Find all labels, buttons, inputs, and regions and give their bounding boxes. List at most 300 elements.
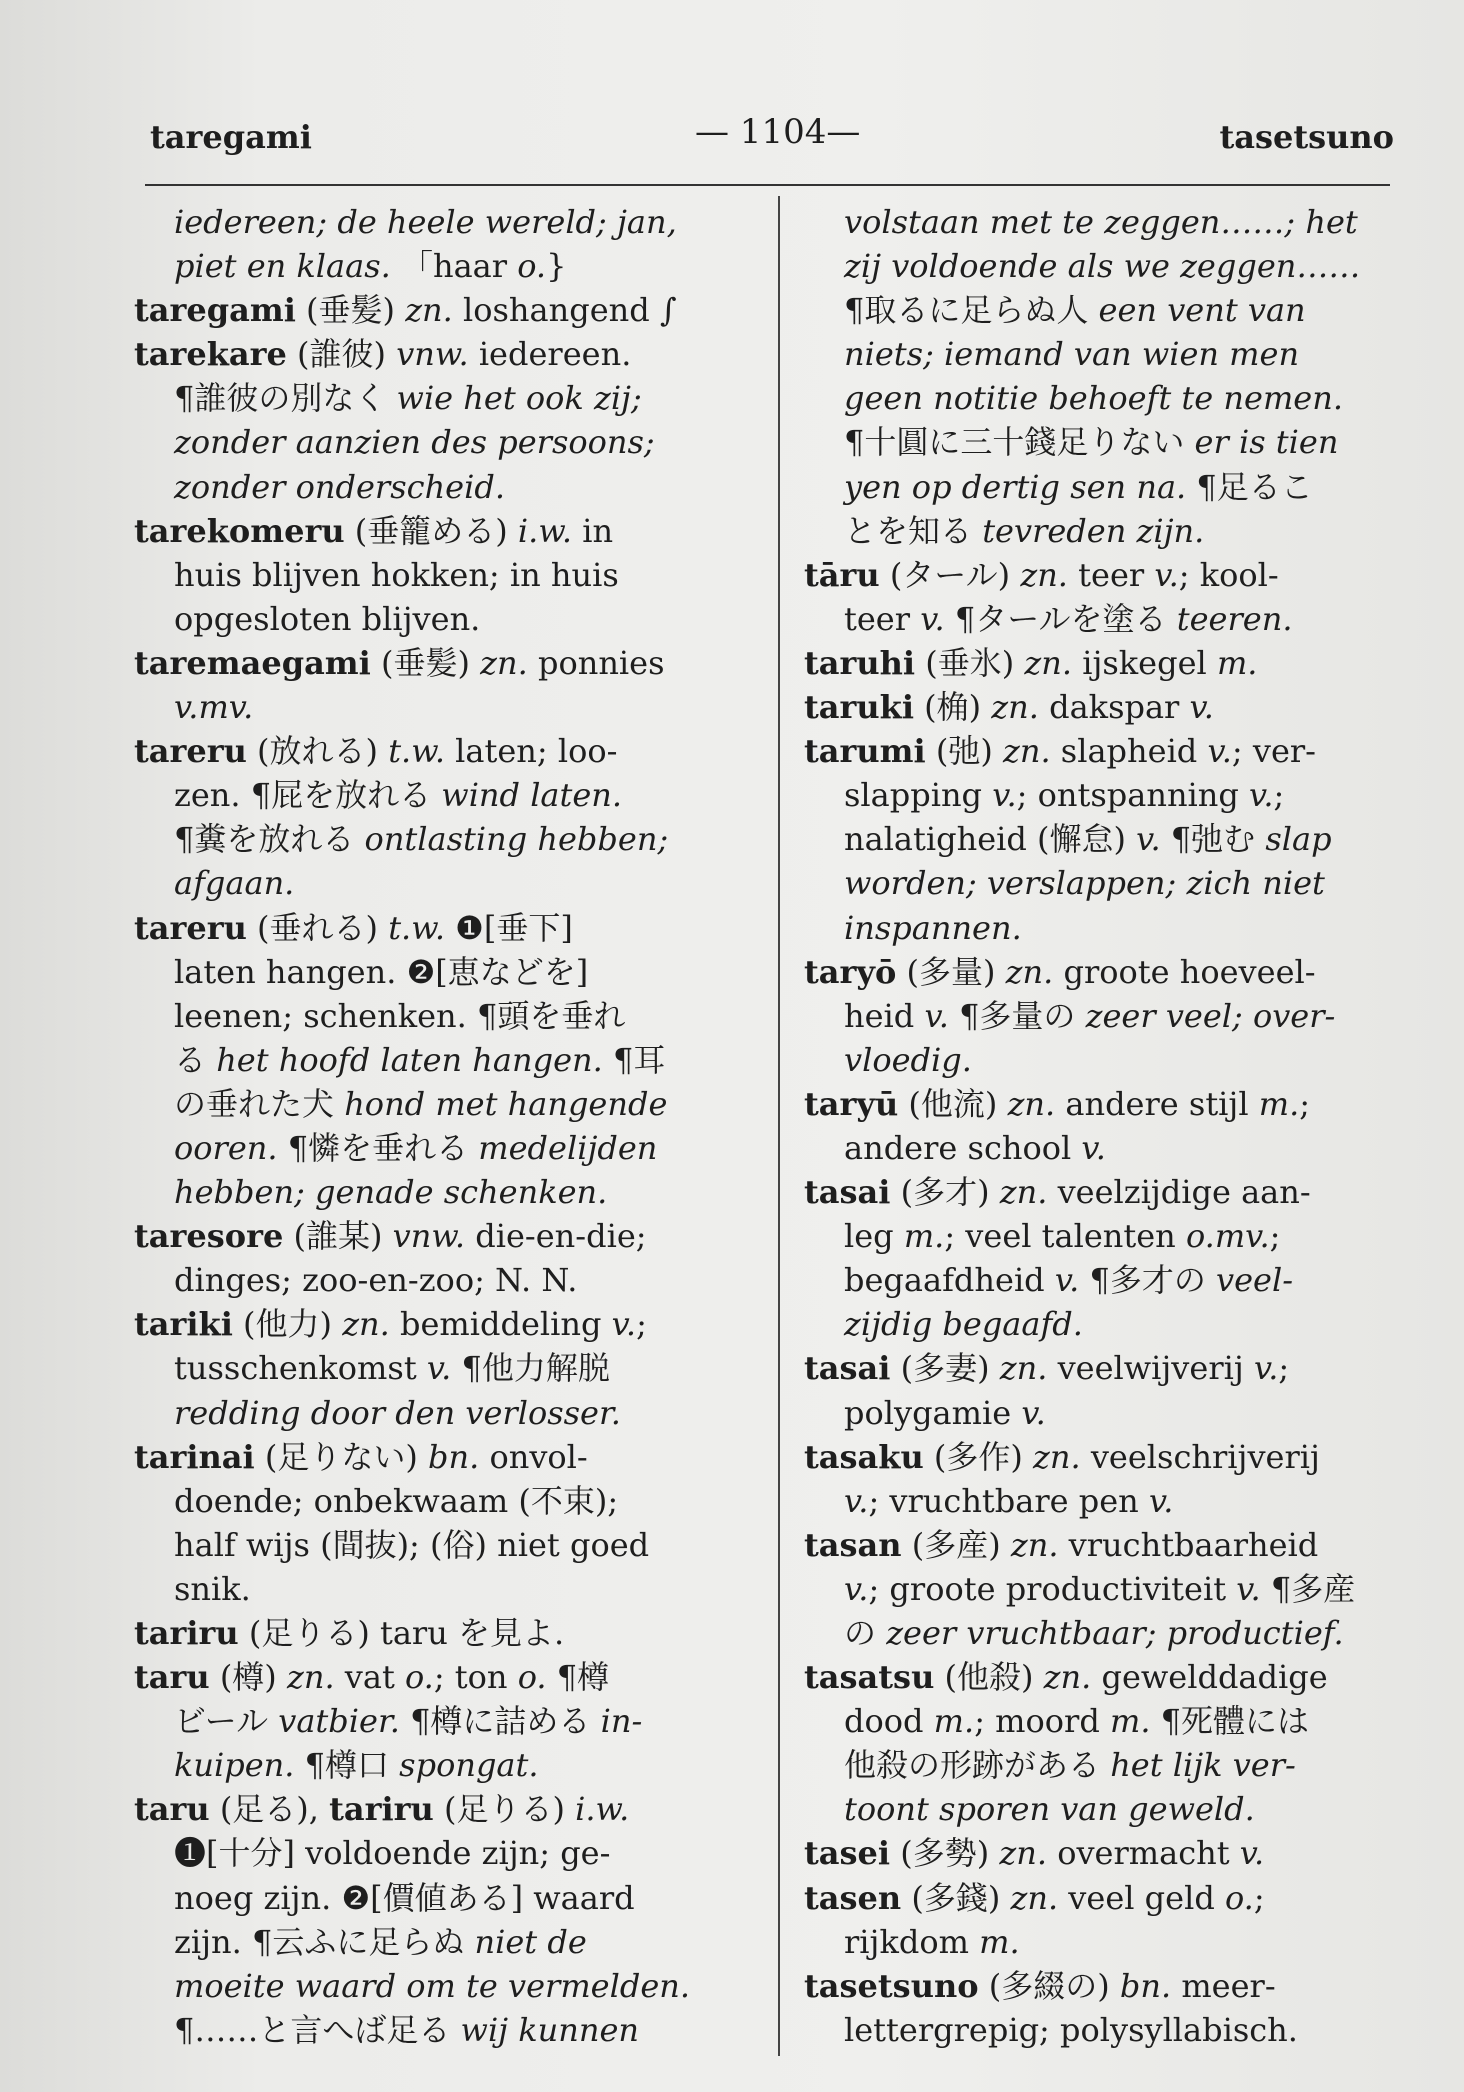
entry-continuation-line (804, 376, 1409, 420)
entry-headword-line (134, 288, 750, 332)
entry-text: ; groote productiviteit (868, 1569, 1237, 1608)
headword: tasetsuno (804, 1966, 979, 2005)
entry-text: る (174, 1040, 217, 1079)
entry-continuation-line (134, 200, 750, 244)
page-header (150, 112, 1394, 172)
entry-headword-line (804, 1435, 1409, 1479)
translation-text: m. (933, 1702, 975, 1741)
entry-text: ; (1273, 776, 1285, 815)
entry-text: ; kool- (1178, 555, 1279, 594)
entry-continuation-line (134, 1126, 750, 1170)
translation-text: afgaan. (174, 864, 295, 903)
translation-text: v. (1021, 1393, 1046, 1432)
entry-text: ; vruchtbare pen (868, 1481, 1149, 1520)
entry-text: (多量) (896, 952, 1006, 991)
entry-text: ¶死體には (1150, 1702, 1310, 1741)
entry-text: veel geld (1058, 1878, 1225, 1917)
entry-continuation-line (804, 994, 1409, 1038)
entry-text: huis blijven hokken; in huis (174, 555, 619, 594)
entry-continuation-line (804, 1787, 1409, 1831)
entry-text: (弛) (925, 732, 1003, 771)
entry-continuation-line (804, 1302, 1409, 1346)
entry-text: (他殺) (934, 1658, 1044, 1697)
headword: tareru (134, 732, 247, 771)
entry-headword-line (804, 1170, 1409, 1214)
entry-text: ❶[十分] voldoende zijn; ge- (174, 1834, 611, 1873)
entry-continuation-line (804, 817, 1409, 861)
translation-text: v. (1081, 1128, 1106, 1167)
entry-continuation-line (134, 597, 750, 641)
entry-text: ❶[垂下] (444, 908, 573, 947)
entry-continuation-line (804, 1214, 1409, 1258)
headword: taruki (804, 688, 914, 727)
translation-text: zn. (1024, 643, 1073, 682)
translation-text: o. (1224, 1878, 1254, 1917)
entry-continuation-line (804, 861, 1409, 905)
entry-text: ¶弛む (1160, 820, 1266, 859)
translation-text: v. (611, 1305, 637, 1344)
entry-headword-line (804, 1523, 1409, 1567)
entry-text: ¶耳 (602, 1040, 666, 1079)
headword: taru (134, 1658, 210, 1697)
translation-text: v. (924, 996, 949, 1035)
entry-headword-line (134, 1611, 750, 1655)
translation-text: wij kunnen (460, 2010, 640, 2049)
entry-text: leenen; schenken. ¶頭を垂れ (174, 996, 626, 1035)
entry-text: teer (844, 599, 921, 638)
translation-text: t.w. (388, 908, 445, 947)
entry-headword-line (804, 1655, 1409, 1699)
entry-continuation-line (804, 1611, 1409, 1655)
entry-text: (多綴の) (978, 1966, 1120, 2005)
entry-text: laten; loo- (444, 732, 618, 771)
translation-text: spongat. (399, 1746, 539, 1785)
entry-text: (垂氷) (915, 643, 1025, 682)
entry-headword-line (804, 1876, 1409, 1920)
translation-text: v. (1207, 732, 1232, 771)
entry-text: (他流) (898, 1084, 1008, 1123)
translation-text: redding door den verlosser. (174, 1393, 621, 1432)
entry-headword-line (804, 641, 1409, 685)
headword: tarumi (804, 732, 926, 771)
entry-continuation-line (804, 1743, 1409, 1787)
entry-text: tusschenkomst (174, 1349, 427, 1388)
entry-text: ; (1253, 1878, 1265, 1917)
translation-text: toont sporen van geweld. (844, 1790, 1255, 1829)
entry-text: (足りる) (433, 1790, 576, 1829)
translation-text: niet de (474, 1922, 587, 1961)
entry-continuation-line (134, 465, 750, 509)
translation-text: o. (517, 247, 547, 286)
translation-text: zonder aanzien des persoons; (174, 423, 655, 462)
entry-text: laten hangen. ❷[恵などを] (174, 952, 589, 991)
translation-text: v. (1236, 1569, 1261, 1608)
headword: tasen (804, 1878, 902, 1917)
translation-text: v.mv. (174, 688, 254, 727)
entry-text: (垂れる) (246, 908, 389, 947)
translation-text: o.mv. (1185, 1217, 1270, 1256)
headword: taryō (804, 952, 897, 991)
entry-headword-line (804, 1831, 1409, 1875)
entry-headword-line (134, 729, 750, 773)
entry-text: ; moord (974, 1702, 1110, 1741)
entry-text: (垂髪) (370, 643, 481, 682)
entry-text: (多勢) (890, 1834, 1000, 1873)
entry-headword-line (134, 509, 750, 553)
entry-continuation-line (804, 1920, 1409, 1964)
entry-continuation-line (804, 2008, 1409, 2052)
headword: tasai (804, 1173, 891, 1212)
translation-text: wie het ook zij; (396, 379, 642, 418)
translation-text: v. (1253, 1349, 1279, 1388)
entry-text: leg (844, 1217, 904, 1256)
translation-text: zn. (1020, 555, 1068, 594)
headword: tarekomeru (134, 511, 345, 550)
entry-continuation-line (134, 1523, 750, 1567)
translation-text: v. (844, 1569, 869, 1608)
entry-headword-line (134, 1302, 750, 1346)
entry-continuation-line (134, 1964, 750, 2008)
headword: tareru (134, 908, 247, 947)
translation-text: een vent van (1098, 291, 1306, 330)
entry-continuation-line (804, 1479, 1409, 1523)
entry-text: in (572, 511, 614, 550)
translation-text: zn. (999, 1834, 1048, 1873)
translation-text: inspannen. (844, 908, 1022, 947)
entry-text: slapping (844, 776, 993, 815)
entry-continuation-line (134, 244, 750, 288)
entry-text: ¶タールを塗る (944, 599, 1177, 638)
translation-text: niets; iemand van wien men (844, 335, 1300, 374)
translation-text: veel- (1216, 1261, 1293, 1300)
entry-continuation-line (804, 906, 1409, 950)
headword: tāru (804, 555, 880, 594)
entry-text: half wijs (間抜); (俗) niet goed (174, 1525, 650, 1564)
translation-text: m. (1258, 1084, 1300, 1123)
column-divider (778, 196, 780, 2056)
entry-continuation-line (804, 1567, 1409, 1611)
entry-text: 他殺の形跡がある (844, 1746, 1111, 1785)
entry-continuation-line (804, 420, 1409, 464)
headword: tariki (134, 1305, 233, 1344)
entry-text: dakspar (1038, 688, 1190, 727)
entry-text: ¶憐を垂れる (277, 1128, 479, 1167)
entry-continuation-line (134, 1567, 750, 1611)
entry-text: andere stijl (1055, 1084, 1259, 1123)
entry-headword-line (134, 906, 750, 950)
entry-text: noeg zijn. ❷[價値ある] waard (174, 1878, 635, 1917)
entry-text: ; ton (433, 1658, 518, 1697)
entry-continuation-line (134, 1082, 750, 1126)
entry-text: rijkdom (844, 1922, 980, 1961)
translation-text: vatbier. (278, 1702, 400, 1741)
translation-text: zn. (1033, 1437, 1081, 1476)
entry-headword-line (804, 1082, 1409, 1126)
translation-text: kuipen. (174, 1746, 295, 1785)
translation-text: zn. (286, 1658, 335, 1697)
translation-text: zn. (991, 688, 1039, 727)
entry-text: ; ver- (1231, 732, 1316, 771)
entry-headword-line (804, 950, 1409, 994)
translation-text: vnw. (392, 1217, 466, 1256)
entry-continuation-line (134, 994, 750, 1038)
translation-text: wind laten. (441, 776, 623, 815)
entry-text: (多作) (923, 1437, 1034, 1476)
headword: tariru (134, 1614, 239, 1652)
translation-text: zn. (342, 1305, 390, 1344)
entry-text: die-en-die; (465, 1217, 647, 1256)
entry-continuation-line (134, 1391, 750, 1435)
entry-text: doende; onbekwaam (不束); (174, 1481, 619, 1520)
entry-continuation-line (134, 1479, 750, 1523)
translation-text: zn. (1007, 1084, 1056, 1123)
translation-text: o. (517, 1658, 547, 1697)
translation-text: het hoofd laten hangen. (216, 1040, 603, 1079)
translation-text: zij voldoende als we zeggen…… (844, 247, 1361, 286)
entry-text: veelwijverij (1047, 1349, 1254, 1388)
translation-text: v. (992, 776, 1017, 815)
entry-text: ijskegel (1072, 643, 1217, 682)
headword: taru (134, 1790, 210, 1829)
translation-text: zonder onderscheid. (174, 467, 505, 506)
entry-text: ponnies (527, 643, 665, 682)
entry-headword-line (804, 553, 1409, 597)
translation-text: v. (1154, 555, 1179, 594)
entry-text: meer- (1171, 1966, 1276, 2005)
translation-text: v. (1239, 1834, 1265, 1873)
entry-continuation-line (804, 244, 1409, 288)
entry-text: slapheid (1050, 732, 1208, 771)
entry-text: ¶……と言へば足る (174, 2010, 461, 2049)
entry-headword-line (804, 685, 1409, 729)
translation-text: m. (1109, 1702, 1151, 1741)
entry-text: (多妻) (890, 1349, 1000, 1388)
entry-continuation-line (134, 420, 750, 464)
entry-text: veelzijdige aan- (1047, 1173, 1311, 1212)
headword: tasei (804, 1834, 891, 1873)
entry-text: (多産) (901, 1525, 1011, 1564)
entry-text: ¶足るこ (1186, 467, 1313, 506)
headword: taruhi (804, 643, 916, 682)
entry-text: (放れる) (246, 732, 389, 771)
entry-headword-line (134, 1435, 750, 1479)
entry-continuation-line (804, 1126, 1409, 1170)
translation-text: ooren. (174, 1128, 278, 1167)
entry-continuation-line (134, 817, 750, 861)
entry-text: ; (636, 1305, 647, 1344)
translation-text: bn. (1119, 1966, 1172, 2005)
translation-text: v. (1054, 1261, 1080, 1300)
entry-text: ; veel talenten (944, 1217, 1186, 1256)
entry-continuation-line (134, 773, 750, 817)
entry-continuation-line (804, 773, 1409, 817)
entry-continuation-line (134, 861, 750, 905)
entry-text: ¶樽 (546, 1658, 610, 1697)
translation-text: m. (903, 1217, 945, 1256)
translation-text: zn. (999, 1173, 1048, 1212)
entry-text: zen. ¶屁を放れる (174, 776, 442, 815)
translation-text: zn. (405, 291, 453, 330)
entry-text: lettergrepig; polysyllabisch. (844, 2010, 1298, 2049)
entry-continuation-line (134, 1346, 750, 1390)
translation-text: zn. (1005, 952, 1054, 991)
entry-continuation-line (804, 597, 1409, 641)
translation-text: vnw. (396, 335, 469, 374)
headword: tasai (804, 1349, 891, 1388)
entry-text: (足りない) (254, 1437, 429, 1476)
entry-text: ¶多才の (1079, 1261, 1216, 1300)
entry-text: (桷) (913, 688, 992, 727)
headword: tarinai (134, 1437, 255, 1476)
headword: tarekare (134, 335, 287, 374)
translation-text: hebben; genade schenken. (174, 1173, 608, 1212)
translation-text: tevreden zijn. (982, 511, 1205, 550)
entry-continuation-line (134, 1831, 750, 1875)
entry-text: iedereen. (468, 335, 632, 374)
entry-text: とを知る (844, 511, 983, 550)
headword: taremaegami (134, 643, 371, 682)
entry-headword-line (804, 1346, 1409, 1390)
entry-continuation-line (804, 200, 1409, 244)
entry-text: ¶取るに足らぬ人 (844, 291, 1099, 330)
entry-headword-line (134, 1655, 750, 1699)
entry-text: gewelddadige (1091, 1658, 1328, 1697)
translation-text: teeren. (1176, 599, 1293, 638)
entry-continuation-line (134, 2008, 750, 2052)
entry-text: bemiddeling (389, 1305, 612, 1344)
entry-text: begaafdheid (844, 1261, 1055, 1300)
translation-text: in- (600, 1702, 643, 1741)
entry-continuation-line (804, 1699, 1409, 1743)
entry-headword-line (134, 332, 750, 376)
entry-continuation-line (804, 332, 1409, 376)
translation-text: m. (979, 1922, 1020, 1961)
translation-text: v. (1136, 820, 1161, 859)
header-first-entry: taregami (150, 118, 312, 156)
headword: tasatsu (804, 1658, 935, 1697)
translation-text: vloedig. (844, 1040, 972, 1079)
entry-continuation-line (134, 1920, 750, 1964)
entry-text: ¶誰彼の別なく (174, 379, 397, 418)
entry-text: onvol- (479, 1437, 588, 1476)
right-column (804, 200, 1409, 2052)
entry-continuation-line (134, 950, 750, 994)
translation-text: v. (844, 1481, 869, 1520)
entry-headword-line (134, 641, 750, 685)
entry-text: の垂れた犬 (174, 1084, 345, 1123)
entry-text: ; ontspanning (1016, 776, 1250, 815)
entry-text: } (546, 247, 567, 286)
entry-text: (誰彼) (286, 335, 397, 374)
translation-text: zn. (1010, 1878, 1059, 1917)
entry-text: teer (1067, 555, 1155, 594)
entry-text: zijn. ¶云ふに足らぬ (174, 1922, 475, 1961)
entry-text: ; (1269, 1217, 1281, 1256)
entry-text: vat (334, 1658, 405, 1697)
entry-text: ¶十圓に三十錢足りない (844, 423, 1195, 462)
headword: tasan (804, 1525, 902, 1564)
entry-continuation-line (134, 1876, 750, 1920)
entry-headword-line (804, 1964, 1409, 2008)
translation-text: v. (1148, 1481, 1174, 1520)
translation-text: i.w. (517, 511, 573, 550)
translation-text: m. (1216, 643, 1258, 682)
entry-text: loshangend ∫ (452, 291, 677, 330)
translation-text: zeer vruchtbaar; productief. (886, 1614, 1344, 1652)
translation-text: piet en klaas. (174, 247, 391, 286)
entry-continuation-line (804, 509, 1409, 553)
translation-text: yen op dertig sen na. (844, 467, 1187, 506)
entry-text: overmacht (1047, 1834, 1240, 1873)
entry-text: (多錢) (901, 1878, 1011, 1917)
translation-text: v. (920, 599, 945, 638)
translation-text: slap (1265, 820, 1332, 859)
entry-continuation-line (134, 553, 750, 597)
entry-text: polygamie (844, 1393, 1022, 1432)
entry-continuation-line (804, 1391, 1409, 1435)
translation-text: geen notitie behoeft te nemen. (844, 379, 1343, 418)
header-rule (145, 184, 1390, 186)
headword: taresore (134, 1217, 284, 1256)
translation-text: zn. (999, 1349, 1048, 1388)
translation-text: bn. (428, 1437, 480, 1476)
entry-text: 「haar (390, 247, 518, 286)
entry-continuation-line (134, 685, 750, 729)
entry-text: nalatigheid (懈怠) (844, 820, 1137, 859)
entry-text: andere school (844, 1128, 1082, 1167)
translation-text: worden; verslappen; zich niet (844, 864, 1325, 903)
translation-text: zn. (1043, 1658, 1092, 1697)
entry-continuation-line (134, 1038, 750, 1082)
translation-text: i.w. (575, 1790, 630, 1829)
translation-text: v. (1249, 776, 1274, 815)
entry-text: の (844, 1614, 887, 1652)
entry-continuation-line (134, 1258, 750, 1302)
entry-text: dinges; zoo-en-zoo; N. N. (174, 1261, 578, 1300)
translation-text: zn. (480, 643, 528, 682)
entry-text: ¶他力解脱 (451, 1349, 610, 1388)
entry-text: ; (1299, 1084, 1311, 1123)
entry-text: (垂籠める) (344, 511, 518, 550)
entry-text: (誰某) (283, 1217, 393, 1256)
entry-text: ; (1278, 1349, 1290, 1388)
entry-text: (タール) (879, 555, 1021, 594)
translation-text: ontlasting hebben; (364, 820, 669, 859)
headword: tariru (329, 1790, 434, 1829)
translation-text: het lijk ver- (1110, 1746, 1296, 1785)
translation-text: zeer veel; over- (1085, 996, 1336, 1035)
headword: taryū (804, 1084, 899, 1123)
translation-text: moeite waard om te vermelden. (174, 1966, 691, 2005)
translation-text: zijdig begaafd. (844, 1305, 1083, 1344)
entry-continuation-line (804, 1038, 1409, 1082)
translation-text: medelijden (478, 1128, 658, 1167)
headword: taregami (134, 291, 296, 330)
entry-headword-line (134, 1787, 750, 1831)
translation-text: zn. (1002, 732, 1051, 771)
entry-text: (他力) (232, 1305, 343, 1344)
entry-continuation-line (804, 1258, 1409, 1302)
entry-headword-line (804, 729, 1409, 773)
entry-text: heid (844, 996, 925, 1035)
left-column (134, 200, 750, 2052)
entry-continuation-line (804, 465, 1409, 509)
entry-continuation-line (804, 288, 1409, 332)
entry-continuation-line (134, 1170, 750, 1214)
entry-text: (足る), (209, 1790, 330, 1829)
entry-text: ビール (174, 1702, 279, 1741)
header-last-entry: tasetsuno (1219, 118, 1394, 156)
